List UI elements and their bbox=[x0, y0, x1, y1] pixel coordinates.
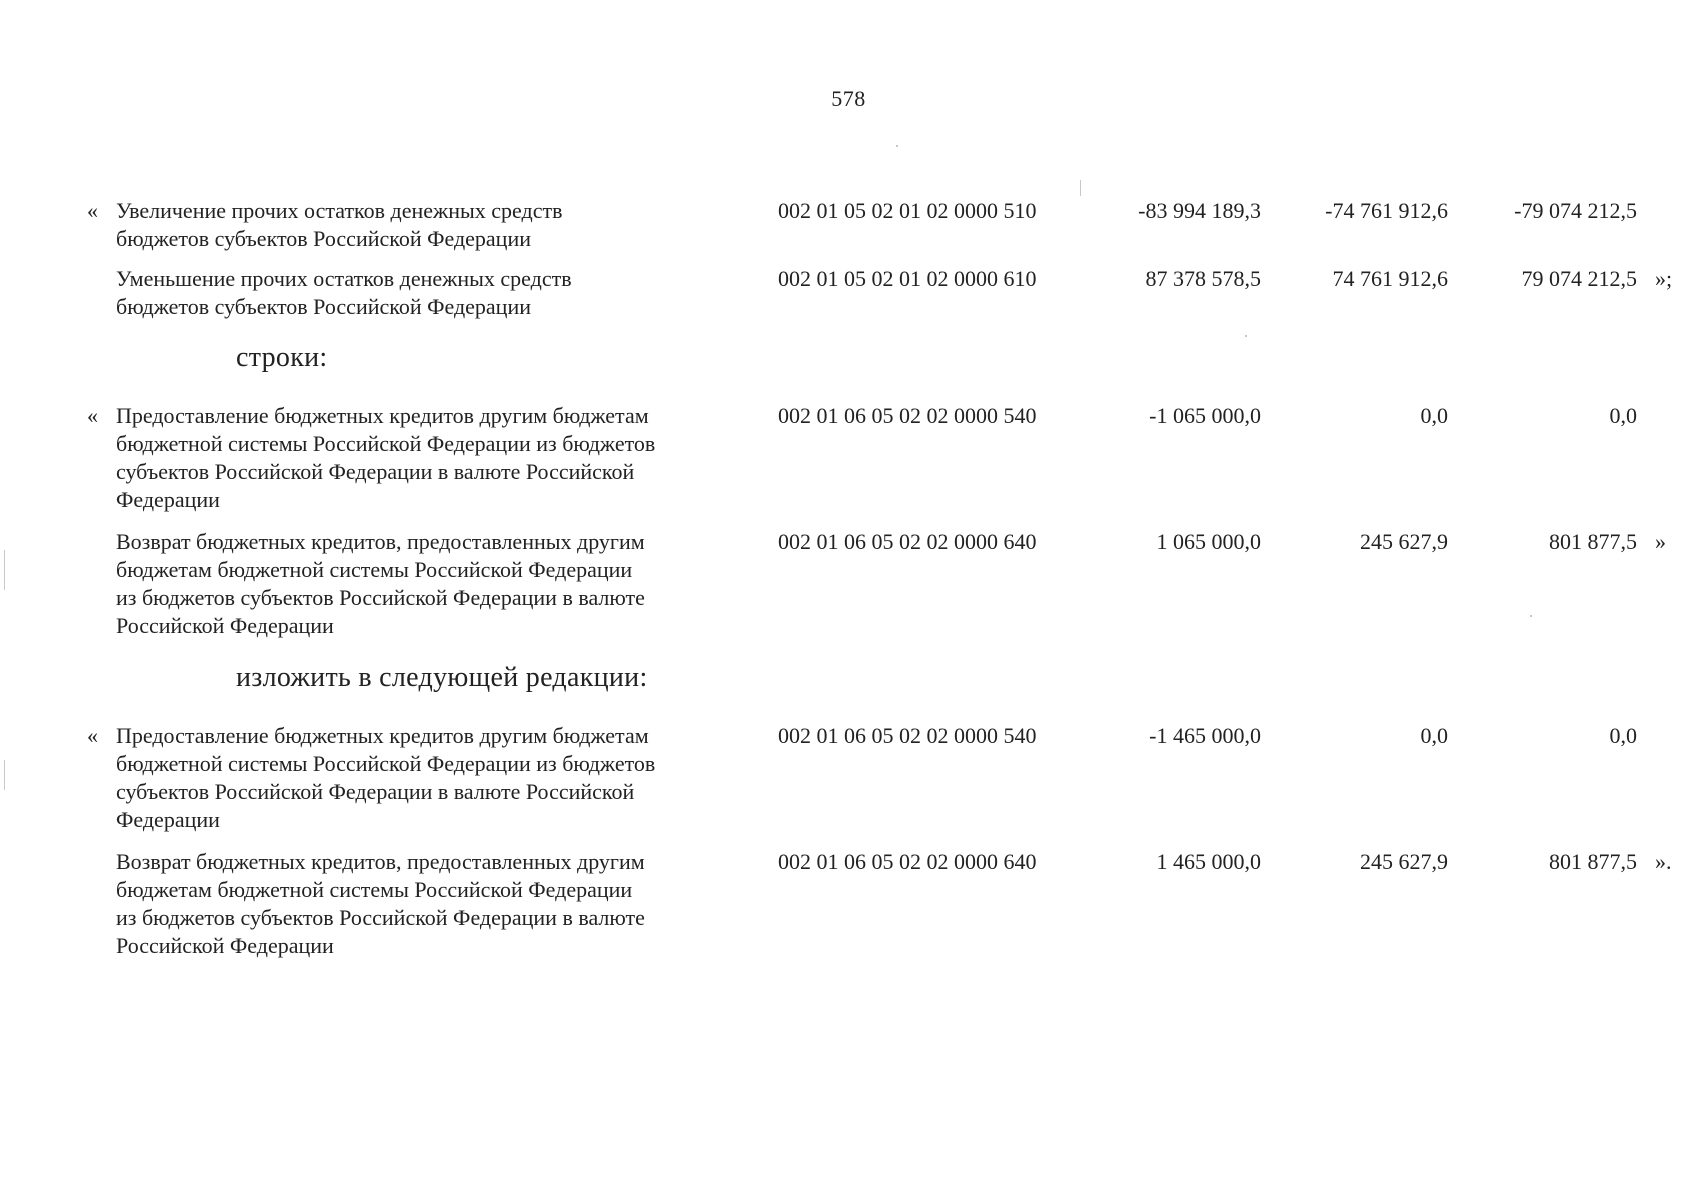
open-quote: « bbox=[87, 403, 98, 428]
row-name: Возврат бюджетных кредитов, предоставленных другим бюджетам бюджетной системы Российской Федерации из бюджетов субъектов Российской Федерации в валюте Российской Федерации bbox=[116, 849, 645, 958]
value-year-1: -83 994 189,3 bbox=[1138, 198, 1261, 223]
value-year-3: 0,0 bbox=[1609, 403, 1637, 428]
value-year-1: 1 465 000,0 bbox=[1156, 849, 1261, 874]
budget-code: 002 01 06 05 02 02 0000 540 bbox=[778, 403, 1037, 428]
value-year-3: 801 877,5 bbox=[1549, 849, 1637, 874]
page-number: 578 bbox=[831, 86, 866, 111]
value-year-1: -1 465 000,0 bbox=[1149, 723, 1261, 748]
value-year-2: 245 627,9 bbox=[1360, 849, 1448, 874]
value-year-2: 0,0 bbox=[1420, 403, 1448, 428]
scan-speck bbox=[1245, 335, 1247, 337]
row-name: Предоставление бюджетных кредитов другим бюджетам бюджетной системы Российской Федерации из бюджетов субъектов Российской Федерации в валюте Российской Федерации bbox=[116, 723, 656, 832]
row-name: Увеличение прочих остатков денежных средств бюджетов субъектов Российской Федерации bbox=[116, 198, 563, 251]
open-quote: « bbox=[87, 198, 98, 223]
section-heading: изложить в следующей редакции: bbox=[236, 662, 648, 693]
scan-speck bbox=[4, 760, 5, 790]
value-year-3: 801 877,5 bbox=[1549, 529, 1637, 554]
value-year-2: 0,0 bbox=[1420, 723, 1448, 748]
scan-speck bbox=[1530, 615, 1532, 617]
value-year-2: 245 627,9 bbox=[1360, 529, 1448, 554]
close-quote: » bbox=[1655, 529, 1666, 554]
row-name: Возврат бюджетных кредитов, предоставленных другим бюджетам бюджетной системы Российской Федерации из бюджетов субъектов Российской Федерации в валюте Российской Федерации bbox=[116, 529, 645, 638]
scan-speck bbox=[4, 550, 5, 590]
value-year-3: -79 074 212,5 bbox=[1514, 198, 1637, 223]
budget-code: 002 01 06 05 02 02 0000 640 bbox=[778, 849, 1037, 874]
value-year-2: 74 761 912,6 bbox=[1332, 266, 1448, 291]
budget-code: 002 01 05 02 01 02 0000 510 bbox=[778, 198, 1037, 223]
budget-code: 002 01 06 05 02 02 0000 640 bbox=[778, 529, 1037, 554]
scan-speck bbox=[1080, 180, 1081, 196]
close-quote: »; bbox=[1655, 266, 1673, 291]
open-quote: « bbox=[87, 723, 98, 748]
value-year-3: 0,0 bbox=[1609, 723, 1637, 748]
value-year-3: 79 074 212,5 bbox=[1521, 266, 1637, 291]
row-name: Уменьшение прочих остатков денежных средств бюджетов субъектов Российской Федерации bbox=[116, 266, 572, 319]
value-year-1: 87 378 578,5 bbox=[1145, 266, 1261, 291]
scan-speck bbox=[896, 145, 898, 147]
row-name: Предоставление бюджетных кредитов другим бюджетам бюджетной системы Российской Федерации из бюджетов субъектов Российской Федерации в валюте Российской Федерации bbox=[116, 403, 656, 512]
value-year-1: -1 065 000,0 bbox=[1149, 403, 1261, 428]
section-heading: строки: bbox=[236, 342, 328, 373]
value-year-1: 1 065 000,0 bbox=[1156, 529, 1261, 554]
value-year-2: -74 761 912,6 bbox=[1325, 198, 1448, 223]
budget-code: 002 01 06 05 02 02 0000 540 bbox=[778, 723, 1037, 748]
close-quote: ». bbox=[1655, 849, 1672, 874]
budget-code: 002 01 05 02 01 02 0000 610 bbox=[778, 266, 1037, 291]
